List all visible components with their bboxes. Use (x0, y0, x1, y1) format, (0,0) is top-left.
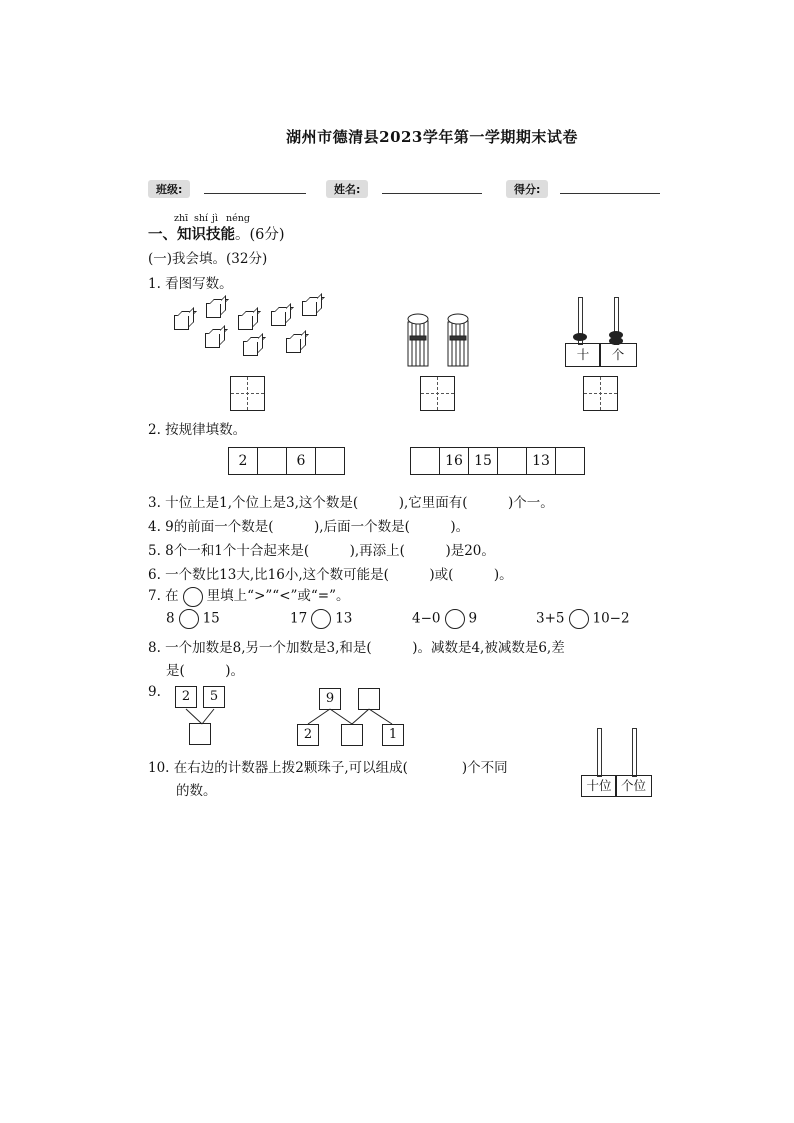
cube (238, 315, 253, 330)
cube (286, 338, 301, 353)
cube (206, 303, 221, 318)
tree-2-bottom-left: 2 (297, 724, 319, 746)
abacus-label-tens: 十 (565, 343, 601, 367)
tree-1-answer-box[interactable] (189, 723, 211, 745)
cube (174, 315, 189, 330)
tree-2-bottom-right: 1 (382, 724, 404, 746)
question-7-text: 7. 在 (148, 588, 179, 604)
sequence-cell[interactable] (556, 448, 584, 474)
question-5: 5. 8个一和1个十合起来是( ),再添上( )是20。 (148, 543, 495, 559)
counter-label-tens: 十位 (581, 775, 617, 797)
ones-rod (632, 728, 637, 777)
question-6: 6. 一个数比13大,比16小,这个数可能是( )或( )。 (148, 567, 513, 583)
pinyin-neng: néng (226, 213, 250, 224)
sequence-1 (228, 447, 345, 475)
tree-2-bottom-middle[interactable] (341, 724, 363, 746)
tree-2-top-right[interactable] (358, 688, 380, 710)
pinyin-zhi: zhī (174, 213, 189, 224)
compare-circle[interactable] (569, 609, 589, 629)
section-char: 能 (220, 226, 235, 243)
score-field[interactable] (560, 193, 660, 194)
sequence-cell: 13 (527, 448, 556, 474)
tree-1-top-right: 5 (203, 686, 225, 708)
question-7-text: 里填上“>”“<”或“=”。 (206, 588, 350, 604)
counter-label-ones: 个位 (615, 775, 652, 797)
pinyin-shi: shí (194, 213, 209, 224)
compare-circle[interactable] (311, 609, 331, 629)
sequence-cell[interactable] (411, 448, 440, 474)
section-char: 技 (206, 226, 221, 243)
answer-box-sticks[interactable] (420, 376, 455, 411)
stick-bundles-picture (404, 310, 484, 370)
abacus-label-ones: 个 (599, 343, 637, 367)
question-10-line-2: 的数。 (176, 783, 217, 799)
sequence-cell[interactable] (498, 448, 527, 474)
tree-2-top-left: 9 (319, 688, 341, 710)
sequence-cell[interactable] (258, 448, 287, 474)
compare-item: 4−0 9 (412, 609, 477, 629)
bead (573, 333, 587, 341)
section-points: 。(6分) (235, 227, 285, 243)
compare-circle[interactable] (445, 609, 465, 629)
tens-rod (597, 728, 602, 777)
sequence-cell: 2 (229, 448, 258, 474)
question-7 (148, 584, 350, 607)
question-8-line-1: 8. 一个加数是8,另一个加数是3,和是( )。减数是4,被减数是6,差 (148, 640, 565, 656)
sequence-cell: 6 (287, 448, 316, 474)
compare-circle[interactable] (179, 609, 199, 629)
class-label: 班级: (148, 180, 190, 198)
section-char: 识 (191, 226, 206, 243)
question-1: 1. 看图写数。 (148, 276, 233, 292)
section-prefix: 一、 (148, 226, 177, 243)
sequence-cell: 16 (440, 448, 469, 474)
compare-item: 3+5 10−2 (536, 609, 630, 629)
answer-box-abacus[interactable] (583, 376, 618, 411)
page-title: 湖州市德清县2023学年第一学期期末试卷 (286, 128, 578, 146)
question-8-line-2: 是( )。 (166, 663, 245, 679)
question-10-line-1: 10. 在右边的计数器上拨2颗珠子,可以组成( )个不同 (148, 760, 508, 776)
class-field[interactable] (204, 193, 306, 194)
pinyin-ji: jì (212, 213, 218, 224)
cube (205, 333, 220, 348)
question-4: 4. 9的前面一个数是( ),后面一个数是( )。 (148, 519, 470, 535)
compare-item: 8 15 (166, 609, 220, 629)
answer-box-cubes[interactable] (230, 376, 265, 411)
cube (243, 341, 258, 356)
question-2: 2. 按规律填数。 (148, 422, 247, 438)
cube (271, 311, 286, 326)
sequence-2 (410, 447, 585, 475)
tree-1-top-left: 2 (175, 686, 197, 708)
question-9: 9. (148, 684, 161, 700)
question-3: 3. 十位上是1,个位上是3,这个数是( ),它里面有( )个一。 (148, 495, 554, 511)
compare-circle-icon (183, 587, 203, 607)
part-1-heading: (一)我会填。(32分) (148, 251, 268, 267)
score-label: 得分: (506, 180, 548, 198)
sequence-cell[interactable] (316, 448, 344, 474)
name-field[interactable] (382, 193, 482, 194)
compare-item: 17 13 (290, 609, 352, 629)
cube (302, 301, 317, 316)
section-char: 知 (177, 226, 192, 243)
name-label: 姓名: (326, 180, 368, 198)
sequence-cell: 15 (469, 448, 498, 474)
